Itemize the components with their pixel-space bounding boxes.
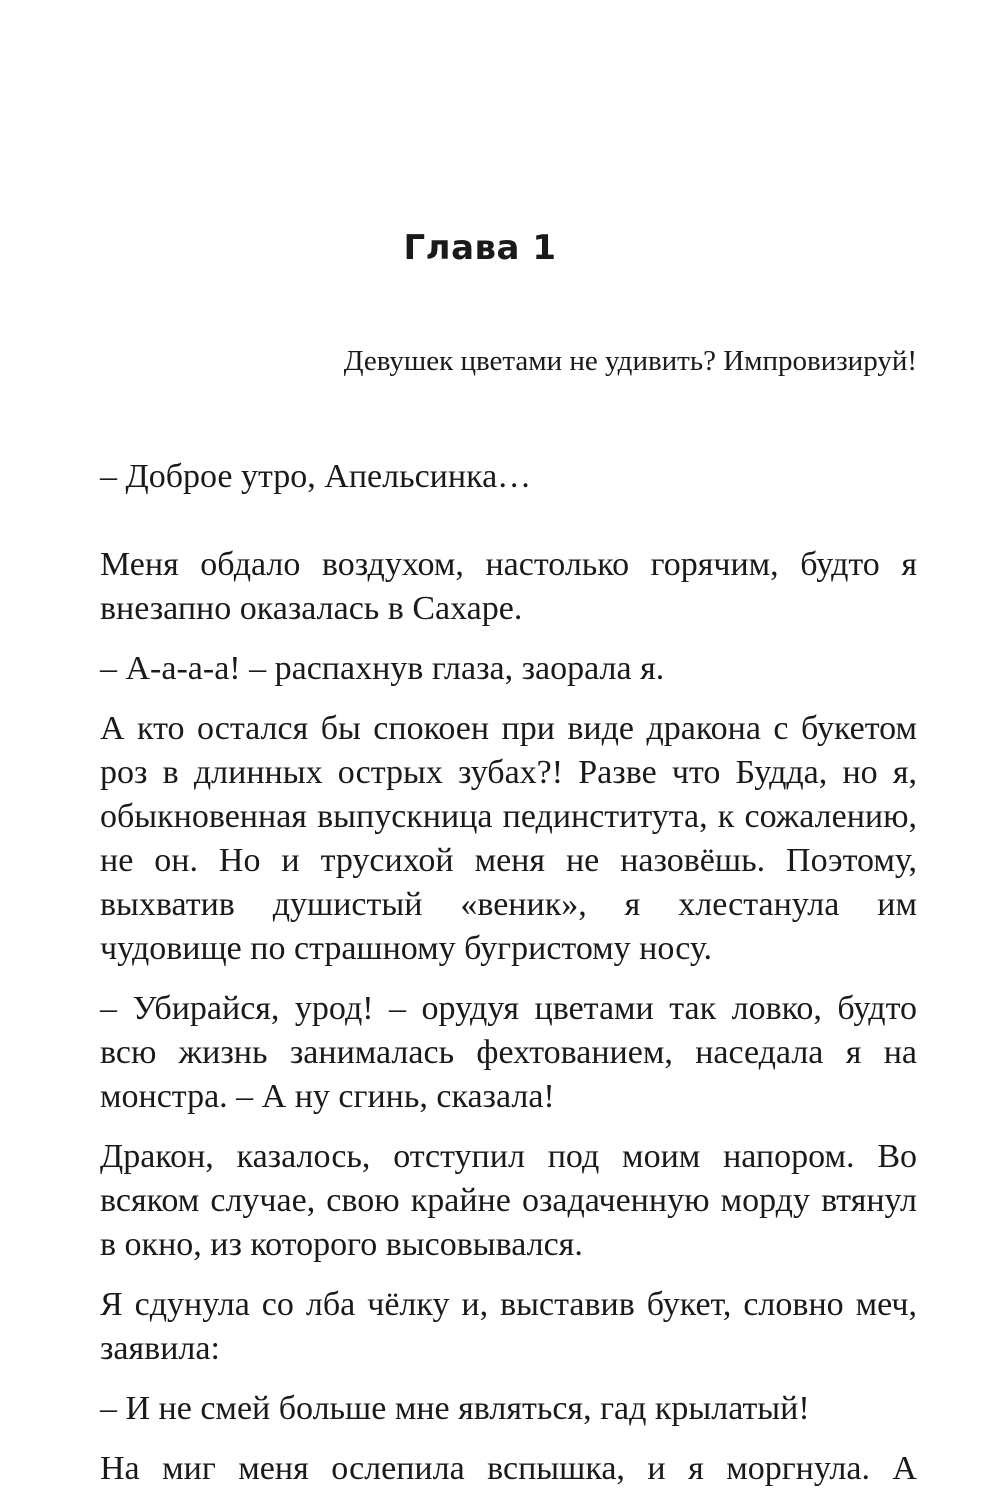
chapter-epigraph: Девушек цветами не удивить? Импровизируй! bbox=[343, 345, 917, 377]
paragraph: Дракон, казалось, отступил под моим напором. Во всяком случае, свою крайне озадаченную морду втянул в окно, из которого высовывался. bbox=[100, 1138, 917, 1263]
chapter-title: Глава 1 bbox=[403, 228, 557, 268]
paragraph: – И не смей больше мне являться, гад крылатый! bbox=[100, 1390, 810, 1427]
paragraph: – Доброе утро, Апельсинка… bbox=[100, 458, 532, 495]
paragraph: – Убирайся, урод! – орудуя цветами так ловко, будто всю жизнь занималась фехтованием, наседала я на монстра. – А ну сгинь, сказала! bbox=[100, 990, 917, 1115]
paragraph: Я сдунула со лба чёлку и, выставив букет, словно меч, заявила: bbox=[100, 1286, 917, 1367]
chapter-body bbox=[100, 455, 917, 1507]
paragraph: На миг меня ослепила вспышка, и я моргнула. А bbox=[100, 1450, 917, 1487]
paragraph: Меня обдало воздухом, настолько горячим, будто я внезапно оказалась в Сахаре. bbox=[100, 546, 917, 627]
paragraph: А кто остался бы спокоен при виде дракона с букетом роз в длинных острых зубах?! Разве что Будда, но я, обыкновенная выпускница пединститута, к сожалению, не он. Но и трусихой меня не назовёшь. Поэтому, выхватив душистый «веник», я хлестанула им чудовище по страшному бугристому носу. bbox=[100, 710, 917, 967]
paragraph: – А-а-а-а! – распахнув глаза, заорала я. bbox=[100, 650, 665, 687]
